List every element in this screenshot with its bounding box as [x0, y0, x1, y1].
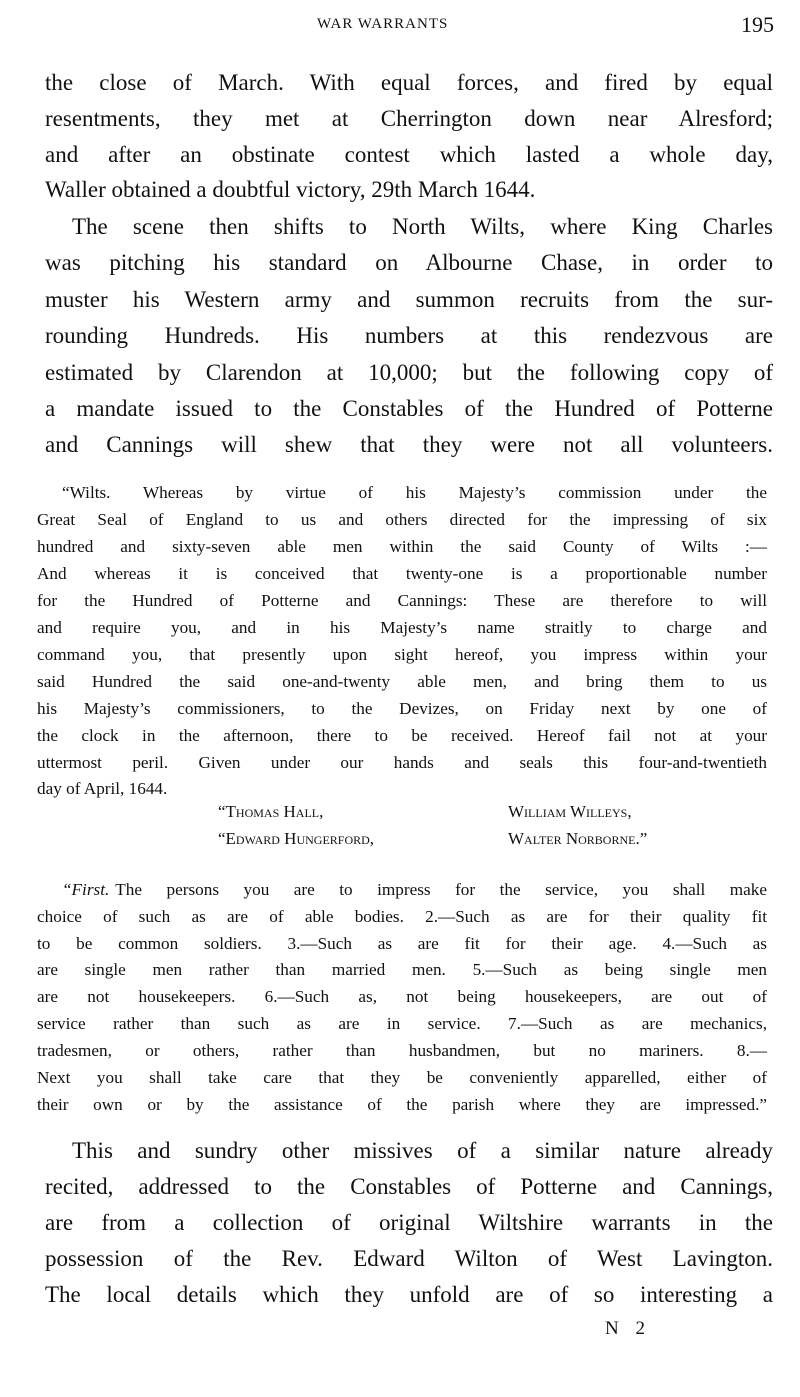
signatory: William Willeys, — [508, 802, 632, 821]
text-line: are not housekeepers. 6.—Such as, not being housekeepers, are out of — [37, 987, 767, 1006]
text-line: resentments, they met at Cherrington down near Alresford; — [45, 106, 773, 131]
text-line: The local details which they unfold are of so interesting a — [45, 1282, 773, 1307]
signatory: “Edward Hungerford, — [218, 829, 375, 848]
text-line: Waller obtained a doubtful victory, 29th March 1644. — [45, 177, 536, 202]
text-line: was pitching his standard on Albourne Chase, in order to — [45, 250, 773, 275]
page-number: 195 — [741, 12, 774, 37]
first-lead: “First. — [62, 880, 110, 899]
text-line: recited, addressed to the Constables of Potterne and Cannings, — [45, 1174, 773, 1199]
first-line-text: The persons you are to impress for the service, you shall make — [115, 880, 767, 899]
text-line: hundred and sixty-seven able men within the said County of Wilts :— — [37, 537, 767, 556]
text-line: their own or by the assistance of the parish where they are impressed.” — [37, 1095, 767, 1114]
text-line: service rather than such as are in service. 7.—Such as are mechanics, — [37, 1014, 767, 1033]
text-line: choice of such as are of able bodies. 2.—Such as are for their quality fit — [37, 907, 767, 926]
signatory: Walter Norborne.” — [508, 829, 648, 848]
text-line: Great Seal of England to us and others directed for the impressing of six — [37, 510, 767, 529]
text-line: and require you, and in his Majesty’s name straitly to charge and — [37, 618, 767, 637]
text-line: to be common soldiers. 3.—Such as are fit for their age. 4.—Such as — [37, 934, 767, 953]
text-line: for the Hundred of Potterne and Cannings: These are therefore to will — [37, 591, 767, 610]
text-line: estimated by Clarendon at 10,000; but the following copy of — [45, 360, 773, 385]
text-line: and after an obstinate contest which lasted a whole day, — [45, 142, 773, 167]
text-line: are single men rather than married men. 5.—Such as being single men — [37, 960, 767, 979]
text-line: rounding Hundreds. His numbers at this rendezvous are — [45, 323, 773, 348]
text-line: This and sundry other missives of a similar nature already — [72, 1138, 773, 1163]
running-title: WAR WARRANTS — [317, 16, 449, 32]
text-line — [62, 878, 767, 902]
text-line: and Cannings will shew that they were not all volunteers. — [45, 432, 773, 457]
text-line: And whereas it is conceived that twenty-one is a proportionable number — [37, 564, 767, 583]
text-line: “Wilts. Whereas by virtue of his Majesty’s commission under the — [62, 483, 767, 502]
text-line: muster his Western army and summon recruits from the sur- — [45, 287, 773, 312]
text-line: the clock in the afternoon, there to be received. Hereof fail not at your — [37, 726, 767, 745]
text-line: are from a collection of original Wiltshire warrants in the — [45, 1210, 773, 1235]
text-line: said Hundred the said one-and-twenty able men, and bring them to us — [37, 672, 767, 691]
text-line: uttermost peril. Given under our hands and seals this four-and-twentieth — [37, 753, 767, 772]
text-line: a mandate issued to the Constables of the Hundred of Potterne — [45, 396, 773, 421]
text-line: Next you shall take care that they be conveniently apparelled, either of — [37, 1068, 767, 1087]
text-line: command you, that presently upon sight hereof, you impress within your — [37, 645, 767, 664]
text-line: tradesmen, or others, rather than husbandmen, but no mariners. 8.— — [37, 1041, 767, 1060]
text-line: the close of March. With equal forces, and fired by equal — [45, 70, 773, 95]
text-line: day of April, 1644. — [37, 779, 168, 798]
text-line: The scene then shifts to North Wilts, where King Charles — [72, 214, 773, 239]
signature-mark: N 2 — [605, 1318, 651, 1339]
text-line: his Majesty’s commissioners, to the Devizes, on Friday next by one of — [37, 699, 767, 718]
text-line: possession of the Rev. Edward Wilton of West Lavington. — [45, 1246, 773, 1271]
signatory: “Thomas Hall, — [218, 802, 324, 821]
